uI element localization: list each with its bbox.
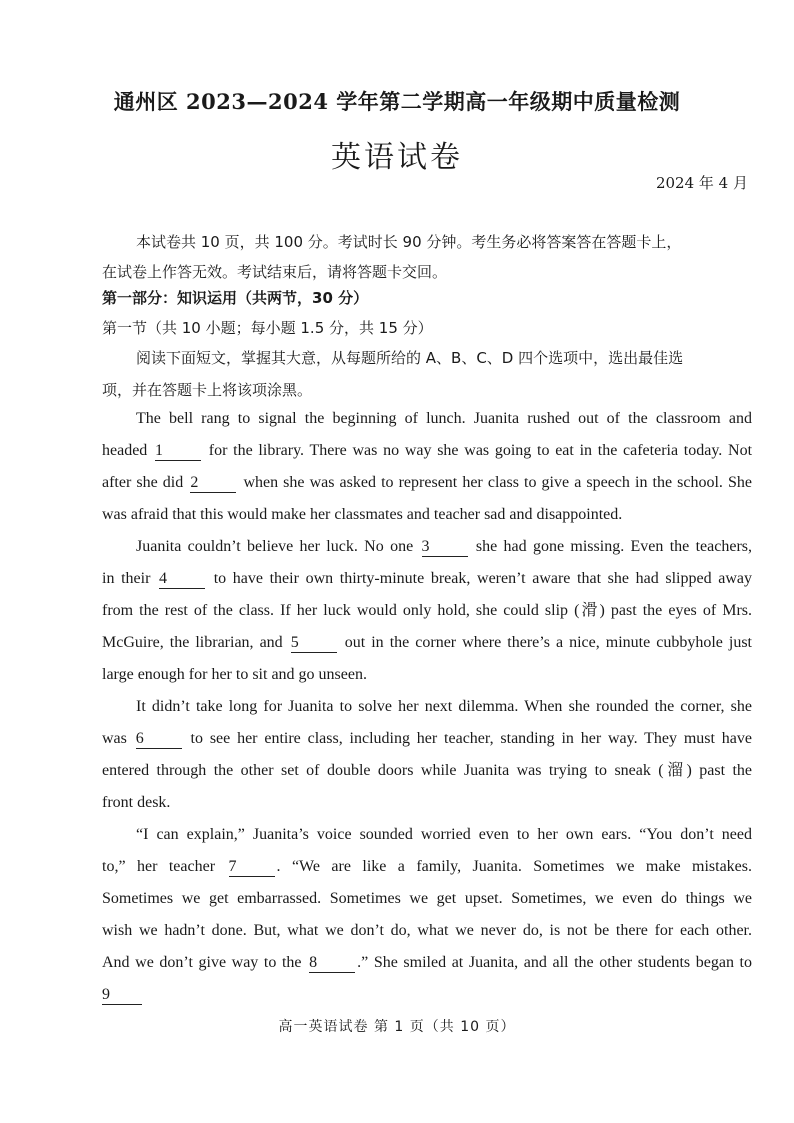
- passage-line: was afraid that this would make her classmates and teacher sad and disappointed.: [102, 506, 623, 523]
- blank-6: 6: [136, 730, 182, 749]
- page-footer: 高一英语试卷 第 1 页（共 10 页）: [278, 1019, 516, 1035]
- passage-line: wish we hadn’t done. But, what we don’t do, what we never do, is not be there for each other.: [102, 922, 752, 939]
- passage-line: [102, 435, 752, 467]
- passage-text: headed: [102, 442, 148, 459]
- blank-7: 7: [229, 858, 275, 877]
- passage-line: [102, 467, 752, 499]
- passage-text: out in the corner where there’s a nice, minute cubbyhole just: [344, 634, 753, 651]
- passage-text: when she was asked to represent her class to give a speech in the school. She: [243, 474, 753, 491]
- directions-line-1: 阅读下面短文，掌握其大意，从每题所给的 A、B、C、D 四个选项中，选出最佳选: [136, 349, 684, 367]
- passage-text: to have their own thirty-minute break, weren’t aware that she had slipped away: [213, 570, 753, 587]
- exam-date: 2024 年 4 月: [655, 174, 748, 192]
- directions-line-2: 项，并在答题卡上将该项涂黑。: [102, 381, 313, 399]
- section1-heading: 第一节（共 10 小题；每小题 1.5 分，共 15 分）: [102, 319, 433, 337]
- passage-line: [102, 627, 752, 659]
- blank-9: 9: [102, 986, 142, 1005]
- blank-4: 4: [159, 570, 205, 589]
- blank-8: 8: [309, 954, 355, 973]
- passage-line: [102, 947, 752, 979]
- subject-title: 英语试卷: [331, 140, 463, 175]
- passage-text: to see her entire class, including her teacher, standing in her way. They must have: [190, 730, 752, 747]
- passage-line: The bell rang to signal the beginning of lunch. Juanita rushed out of the classroom and: [136, 410, 752, 427]
- passage-text: for the library. There was no way she was going to eat in the cafeteria today. Not: [208, 442, 753, 459]
- passage-line: It didn’t take long for Juanita to solve her next dilemma. When she rounded the corner, she: [136, 698, 752, 715]
- passage-text: after she did: [102, 474, 184, 491]
- blank-2: 2: [190, 474, 236, 493]
- passage-text: was: [102, 730, 127, 747]
- passage-line: Sometimes we get embarrassed. Sometimes we get upset. Sometimes, we even do things we: [102, 890, 752, 907]
- passage-text: .” She smiled at Juanita, and all the other students began to: [357, 954, 753, 971]
- passage-line: [102, 563, 752, 595]
- passage-line: from the rest of the class. If her luck would only hold, she could slip (滑) past the eyes of Mrs.: [102, 602, 752, 619]
- passage-text: to,” her teacher: [102, 858, 216, 875]
- instructions-line-1: 本试卷共 10 页，共 100 分。考试时长 90 分钟。考生务必将答案答在答题卡上，: [136, 233, 682, 251]
- exam-title: 通州区 2023—2024 学年第二学期高一年级期中质量检测: [113, 89, 681, 114]
- passage-text: in their: [102, 570, 151, 587]
- passage-line: [102, 723, 752, 755]
- passage-text: . “We are like a family, Juanita. Sometimes we make mistakes.: [276, 858, 753, 875]
- passage-text: she had gone missing. Even the teachers,: [475, 538, 753, 555]
- blank-5: 5: [291, 634, 337, 653]
- passage-text: Juanita couldn’t believe her luck. No one: [136, 538, 414, 555]
- passage-line: entered through the other set of double doors while Juanita was trying to sneak (溜) past the: [102, 762, 752, 779]
- part1-heading: 第一部分：知识运用（共两节，30 分）: [102, 289, 369, 307]
- passage-line: [102, 979, 752, 1011]
- passage-line: “I can explain,” Juanita’s voice sounded worried even to her own ears. “You don’t need: [136, 826, 752, 843]
- instructions-line-2: 在试卷上作答无效。考试结束后，请将答题卡交回。: [102, 263, 448, 281]
- blank-3: 3: [422, 538, 468, 557]
- passage-text: And we don’t give way to the: [102, 954, 302, 971]
- passage-line: [102, 531, 752, 563]
- passage-line: front desk.: [102, 794, 171, 811]
- passage-line: [102, 851, 752, 883]
- blank-1: 1: [155, 442, 201, 461]
- passage-line: large enough for her to sit and go unseen.: [102, 666, 367, 683]
- passage-text: McGuire, the librarian, and: [102, 634, 283, 651]
